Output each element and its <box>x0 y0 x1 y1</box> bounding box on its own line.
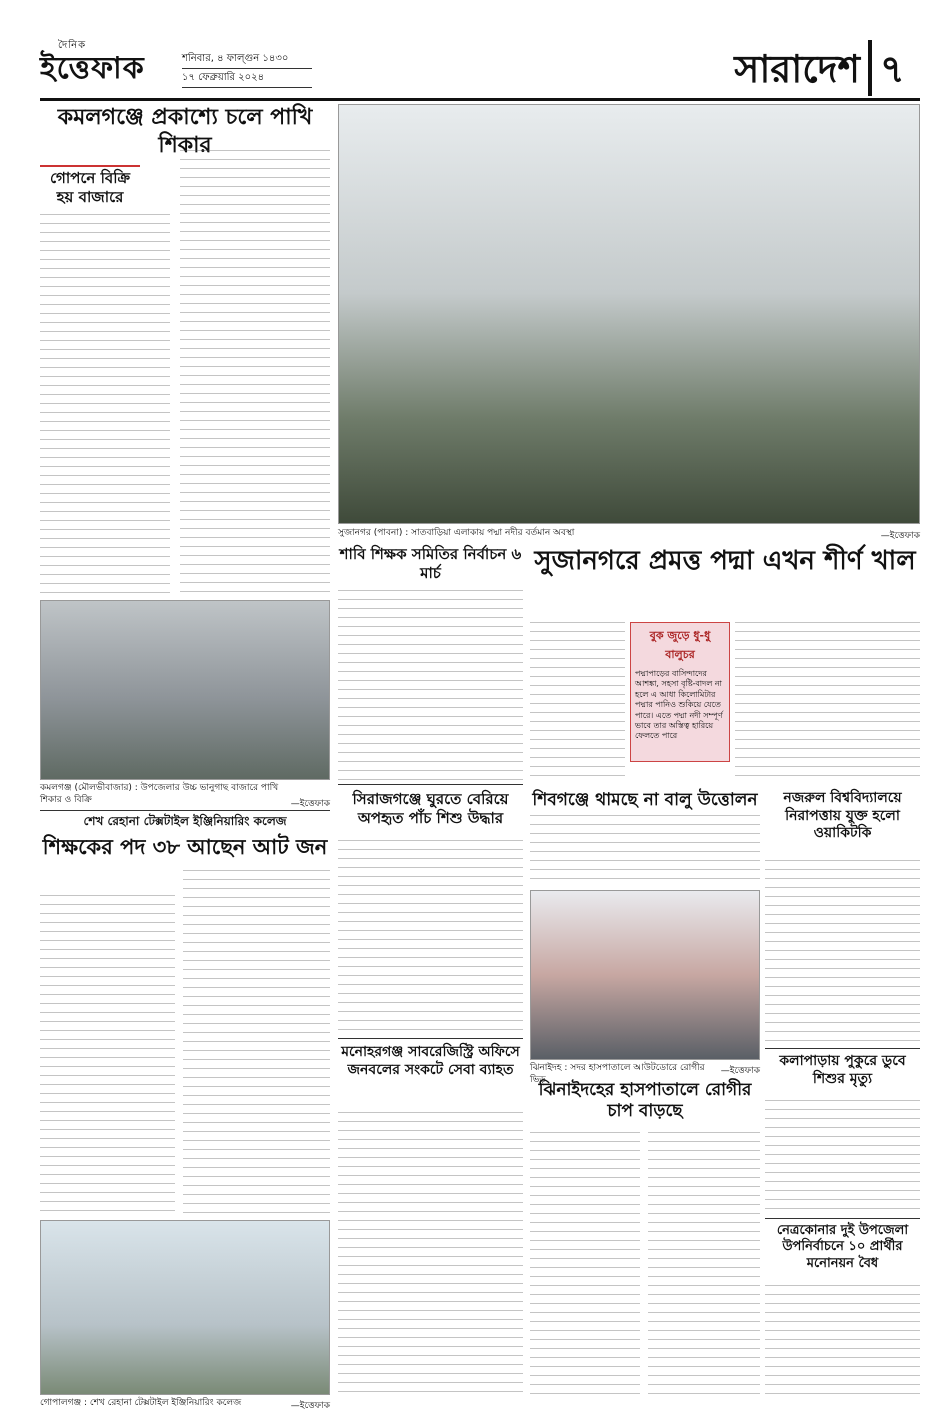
main-body-col1 <box>530 622 625 777</box>
logo-text: ইত্তেফাক <box>40 51 145 86</box>
a9-photo-caption: ঝিনাইদহ : সদর হাসপাতালে আউটডোরে রোগীর ভিড় <box>530 1063 705 1085</box>
divider <box>765 1218 920 1219</box>
a6-headline: শিবগঞ্জে থামছে না বালু উত্তোলন <box>532 790 758 810</box>
main-headline: সুজানগরে প্রমত্ত পদ্মা এখন শীর্ণ খাল <box>534 546 916 576</box>
a9-body-col2 <box>648 1132 760 1397</box>
a2-photo <box>40 1220 330 1395</box>
a6-body <box>530 815 760 885</box>
a1-photo <box>40 600 330 780</box>
a8-body <box>765 1100 920 1215</box>
a1-photo-caption: কমলগঞ্জ (মৌলভীবাজার) : উপজেলার উচ্চ ভানুগাছ বাজারে পাখি শিকার ও বিক্রি <box>40 783 279 805</box>
a3-body <box>338 590 523 780</box>
main-photo-caption: সুজানগর (পাবনা) : সাতবাড়িয়া এলাকায় পদ্মা নদীর বর্তমান অবস্থা <box>338 528 575 538</box>
divider <box>765 1048 920 1049</box>
divider <box>40 810 330 811</box>
a10-body <box>765 1285 920 1395</box>
a4-body <box>338 840 523 1035</box>
a1-subhead: গোপনে বিক্রি হয় বাজারে <box>40 165 140 207</box>
logo-prefix: দৈনিক <box>58 40 87 51</box>
a2-body-col2 <box>183 870 330 1215</box>
main-box-text: পদ্মাপাড়ের বাসিন্দাদের আশঙ্কা, সহসা বৃষ্টি-বাদল না হলে এ আধা কিলোমিটার পদ্মার পানিও শুকিয়ে যেতে পারে। এতে পদ্মা নদী সম্পূর্ণ ভাবে তার অস্তিত্ব হারিয়ে ফেলতে পারে <box>635 669 723 741</box>
main-box-title: বুক জুড়ে ধু-ধু বালুচর <box>649 629 711 661</box>
a7-headline: নজরুল বিশ্ববিদ্যালয়ে নিরাপত্তায় যুক্ত হলো ওয়াকিটকি <box>783 790 902 841</box>
a2-headline: শিক্ষকের পদ ৩৮ আছেন আট জন <box>42 834 328 859</box>
a2-photo-caption: গোপালগঞ্জ : শেখ রেহানা টেক্সটাইল ইঞ্জিনিয়ারিং কলেজ <box>40 1398 242 1408</box>
a2-body-col1 <box>40 895 175 1215</box>
newspaper-logo <box>40 40 170 88</box>
a1-body-col2 <box>180 150 330 594</box>
a5-body <box>338 1112 523 1397</box>
divider <box>338 784 523 785</box>
a8-headline: কলাপাড়ায় পুকুরে ডুবে শিশুর মৃত্যু <box>779 1053 906 1087</box>
section-title: সারাদেশ <box>734 46 860 91</box>
masthead-rule <box>40 98 920 101</box>
main-photo-credit: —ইত্তেফাক <box>880 531 920 541</box>
a1-headline: কমলগঞ্জে প্রকাশ্যে চলে পাখি শিকার <box>57 104 313 158</box>
main-photo <box>338 104 920 524</box>
a10-headline: নেত্রকোনার দুই উপজেলা উপনির্বাচনে ১০ প্রার্থীর মনোনয়ন বৈধ <box>776 1223 909 1271</box>
a2-headline-top: শেখ রেহানা টেক্সটাইল ইঞ্জিনিয়ারিং কলেজ <box>83 814 287 828</box>
a7-body <box>765 860 920 1045</box>
date-bn: শনিবার, ৪ ফাল্গুন ১৪৩০ <box>182 50 312 69</box>
page-number: ৭ <box>868 40 918 96</box>
a3-headline: শাবি শিক্ষক সমিতির নির্বাচন ৬ মার্চ <box>339 545 522 582</box>
a9-photo <box>530 890 760 1060</box>
a2-photo-credit: —ইত্তেফাক <box>290 1401 330 1411</box>
divider <box>338 1038 523 1039</box>
a1-photo-credit: —ইত্তেফাক <box>290 799 330 809</box>
masthead-date <box>182 50 312 88</box>
a5-headline: মনোহরগঞ্জ সাবরেজিস্ট্রি অফিসে জনবলের সংকটে সেবা ব্যাহত <box>341 1044 520 1078</box>
main-body-col2 <box>735 622 920 777</box>
a1-body-col1 <box>40 214 170 594</box>
a4-headline: সিরাজগঞ্জে ঘুরতে বেরিয়ে অপহৃত পাঁচ শিশু উদ্ধার <box>352 790 509 827</box>
a9-body-col1 <box>530 1132 640 1397</box>
a9-headline: ঝিনাইদহের হাসপাতালে রোগীর চাপ বাড়ছে <box>538 1080 752 1122</box>
a9-photo-credit: —ইত্তেফাক <box>720 1066 760 1076</box>
date-en: ১৭ ফেব্রুয়ারি ২০২৪ <box>182 69 312 88</box>
main-highlight-box <box>630 622 730 762</box>
